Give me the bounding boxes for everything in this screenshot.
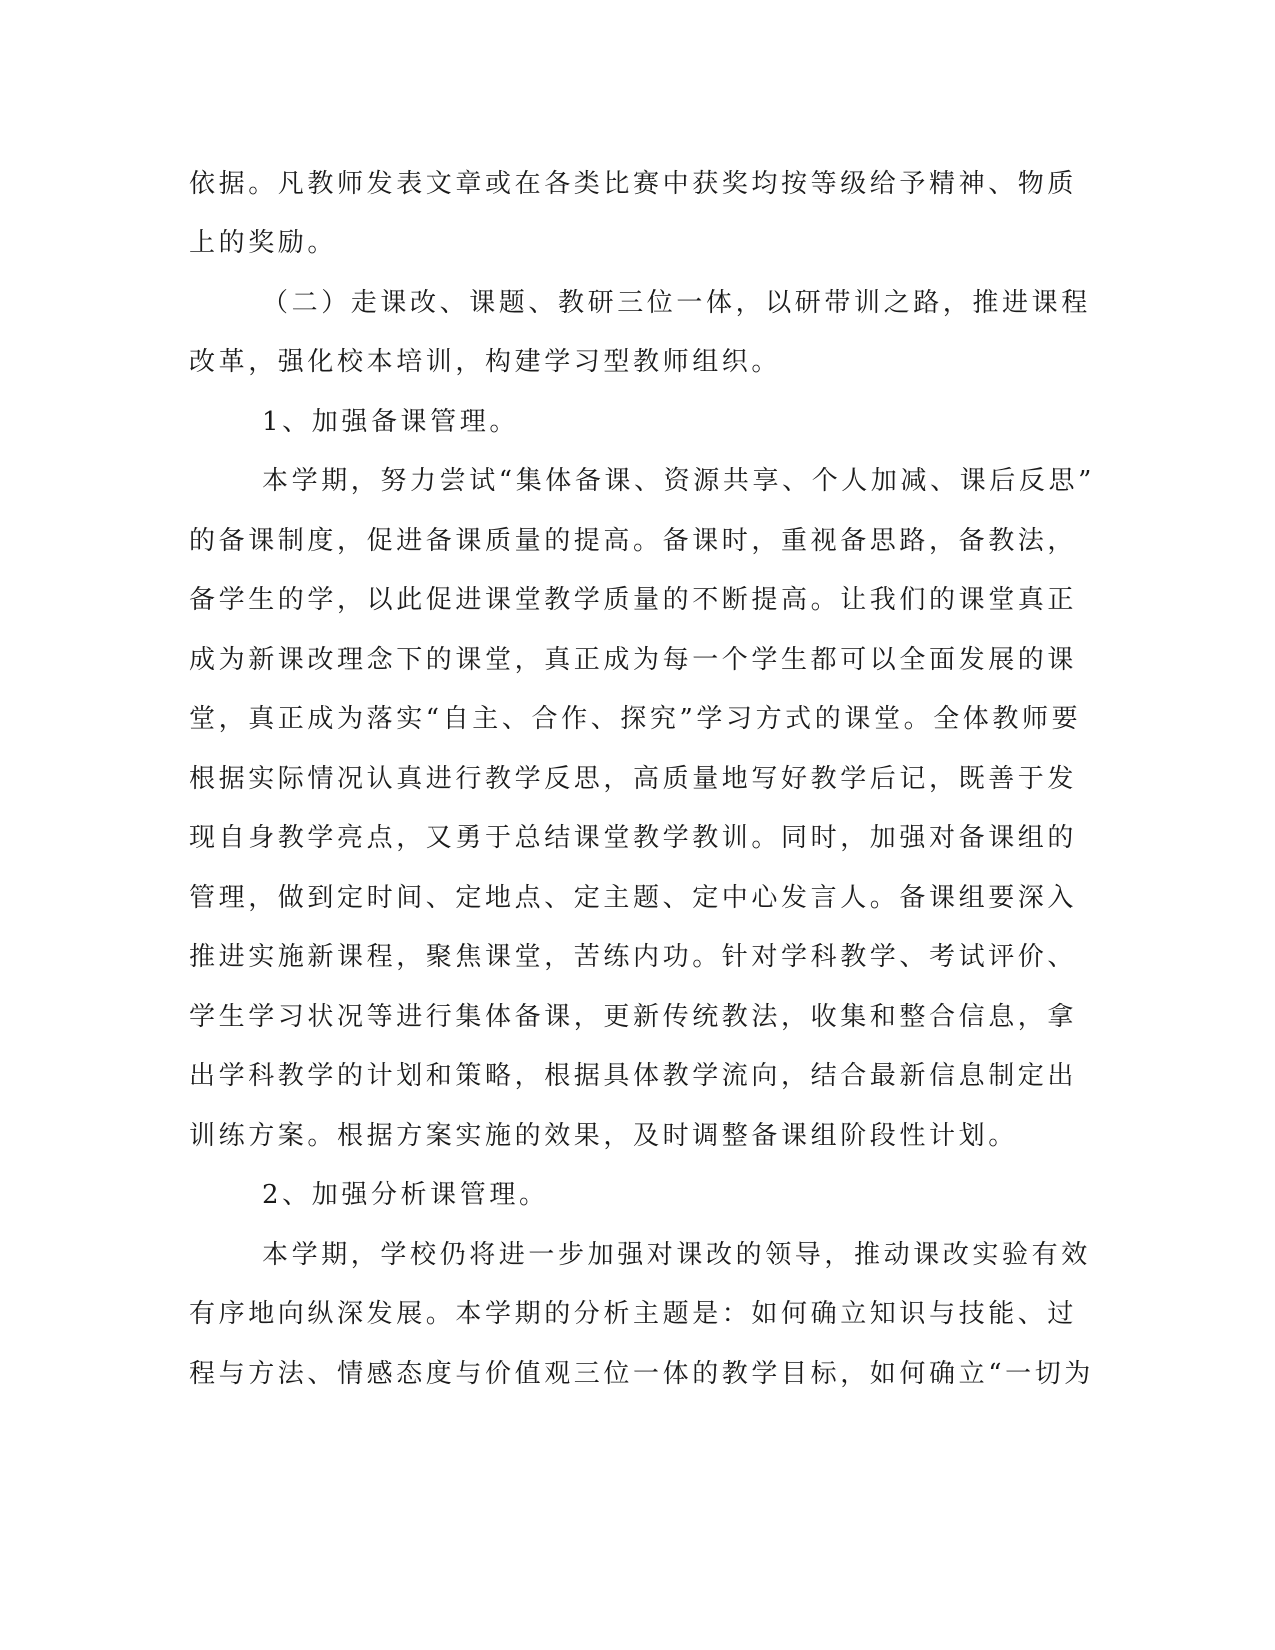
section-heading: （二）走课改、课题、教研三位一体，以研带训之路，推进课程 <box>262 288 1091 318</box>
text-line: 有序地向纵深发展。本学期的分析主题是：如何确立知识与技能、过 <box>189 1299 1078 1329</box>
text-line: 现自身教学亮点，又勇于总结课堂教学教训。同时，加强对备课组的 <box>189 823 1078 853</box>
subheading-1: 1、加强备课管理。 <box>262 407 519 437</box>
text-line: 备学生的学，以此促进课堂教学质量的不断提高。让我们的课堂真正 <box>189 585 1078 615</box>
text-line: 改革，强化校本培训，构建学习型教师组织。 <box>189 347 782 377</box>
text-line: 本学期，努力尝试“集体备课、资源共享、个人加减、课后反思” <box>262 466 1095 496</box>
text-line: 堂，真正成为落实“自主、合作、探究”学习方式的课堂。全体教师要 <box>189 704 1082 734</box>
text-line: 学生学习状况等进行集体备课，更新传统教法，收集和整合信息，拿 <box>189 1002 1078 1032</box>
text-line: 训练方案。根据方案实施的效果，及时调整备课组阶段性计划。 <box>189 1121 1018 1151</box>
text-line: 根据实际情况认真进行教学反思，高质量地写好教学后记，既善于发 <box>189 764 1078 794</box>
text-line: 依据。凡教师发表文章或在各类比赛中获奖均按等级给予精神、物质 <box>189 169 1078 199</box>
text-line: 程与方法、情感态度与价值观三位一体的教学目标，如何确立“一切为 <box>189 1359 1094 1389</box>
subheading-2: 2、加强分析课管理。 <box>262 1180 549 1210</box>
text-line: 出学科教学的计划和策略，根据具体教学流向，结合最新信息制定出 <box>189 1061 1078 1091</box>
text-line: 推进实施新课程，聚焦课堂，苦练内功。针对学科教学、考试评价、 <box>189 942 1078 972</box>
text-line: 的备课制度，促进备课质量的提高。备课时，重视备思路，备教法， <box>189 526 1078 556</box>
text-line: 管理，做到定时间、定地点、定主题、定中心发言人。备课组要深入 <box>189 883 1078 913</box>
text-line: 成为新课改理念下的课堂，真正成为每一个学生都可以全面发展的课 <box>189 645 1078 675</box>
text-line: 上的奖励。 <box>189 228 338 258</box>
text-line: 本学期，学校仍将进一步加强对课改的领导，推动课改实验有效 <box>262 1240 1091 1270</box>
